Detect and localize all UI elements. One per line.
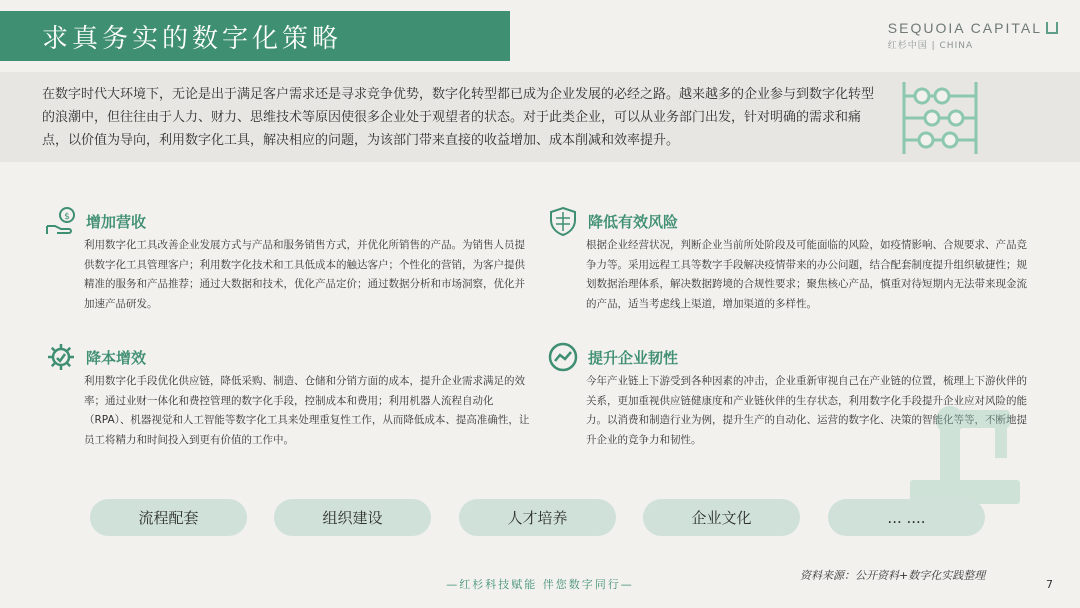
source-note: 资料来源：公开资料+数字化实践整理	[800, 569, 986, 582]
intro-text: 在数字时代大环境下，无论是出于满足客户需求还是寻求竞争优势，数字化转型都已成为企业发展的必经之路。越来越多的企业参与到数字化转型的浪潮中，但往往由于人力、财力、思维技术等原因使很多企业处于观望者的状态。对于此类企业，可以从业务部门出发，针对明确的需求和痛点，以价值为导向，利用数字化工具，解决相应的问题，为该部门带来直接的收益增加、成本削减和效率提升。	[42, 87, 875, 148]
svg-text:$: $	[64, 212, 70, 222]
section-heading: 降低有效风险	[588, 212, 679, 231]
footer-slogan: —红杉科技赋能 伴您数字同行—	[446, 578, 634, 591]
title-bar	[0, 11, 510, 61]
shield-icon	[546, 206, 580, 236]
money-hand-icon	[44, 206, 78, 236]
pill-organization: 组织建设	[274, 499, 431, 536]
pill-process: 流程配套	[90, 499, 247, 536]
brand-logo	[888, 20, 1058, 51]
gear-icon	[44, 342, 78, 372]
section-body: 今年产业链上下游受到各种因素的冲击，企业重新审视自己在产业链的位置，梳理上下游伙伴的关系，更加重视供应链健康度和产业链伙伴的生存状态，利用数字化手段提升企业应对风险的能力。以消费和制造行业为例，提升生产的自动化、运营的数字化、决策的智能化等等，不断地提升企业的竞争力和韧性。	[586, 375, 1027, 446]
section-heading: 提升企业韧性	[588, 348, 679, 367]
section-body: 利用数字化工具改善企业发展方式与产品和服务销售方式，并优化所销售的产品。为销售人员提供数字化工具管理客户；利用数字化技术和工具低成本的触达客户；个性化的营销，为客户提供精准的服务和产品推荐；通过大数据和技术，优化产品定价；通过数据分析和市场洞察，优化并加速产品研发。	[84, 239, 525, 310]
brand-name: SEQUOIA CAPITAL	[887, 20, 1042, 36]
section-heading: 降本增效	[86, 348, 147, 367]
section-heading: 增加营收	[86, 212, 147, 231]
trend-icon	[546, 342, 580, 372]
brand-mark-icon	[1046, 22, 1058, 34]
section-cost-efficiency	[44, 342, 534, 450]
pill-culture: 企业文化	[643, 499, 800, 536]
section-reduce-risk	[546, 206, 1036, 314]
section-body: 利用数字化手段优化供应链，降低采购、制造、仓储和分销方面的成本，提升企业需求满足的效率；通过业财一体化和费控管理的数字化手段，控制成本和费用；利用机器人流程自动化（RPA）、机器视觉和人工智能等数字化工具来处理重复性工作，从而降低成本、提高准确性，让员工将精力和时间投入到更有价值的工作中。	[84, 375, 530, 446]
pill-talent: 人才培养	[459, 499, 616, 536]
robot-arm-icon	[900, 370, 1030, 510]
section-body: 根据企业经营状况，判断企业当前所处阶段及可能面临的风险，如疫情影响、合规要求、产品竞争力等。采用远程工具等数字手段解决疫情带来的办公问题，结合配套制度提升组织敏捷性；规划数据治理体系，解决数据跨境的合规性要求；聚焦核心产品，慎重对待短期内无法带来现金流的产品，适当考虑线上渠道，增加渠道的多样性。	[586, 239, 1027, 310]
page-number: 7	[1046, 578, 1053, 591]
abacus-icon	[900, 78, 980, 158]
intro-panel	[0, 72, 1080, 162]
section-increase-revenue	[44, 206, 534, 314]
brand-sub: 红杉中国 | CHINA	[887, 41, 974, 51]
page-title: 求真务实的数字化策略	[42, 23, 343, 54]
pill-more: ... ....	[828, 499, 985, 536]
